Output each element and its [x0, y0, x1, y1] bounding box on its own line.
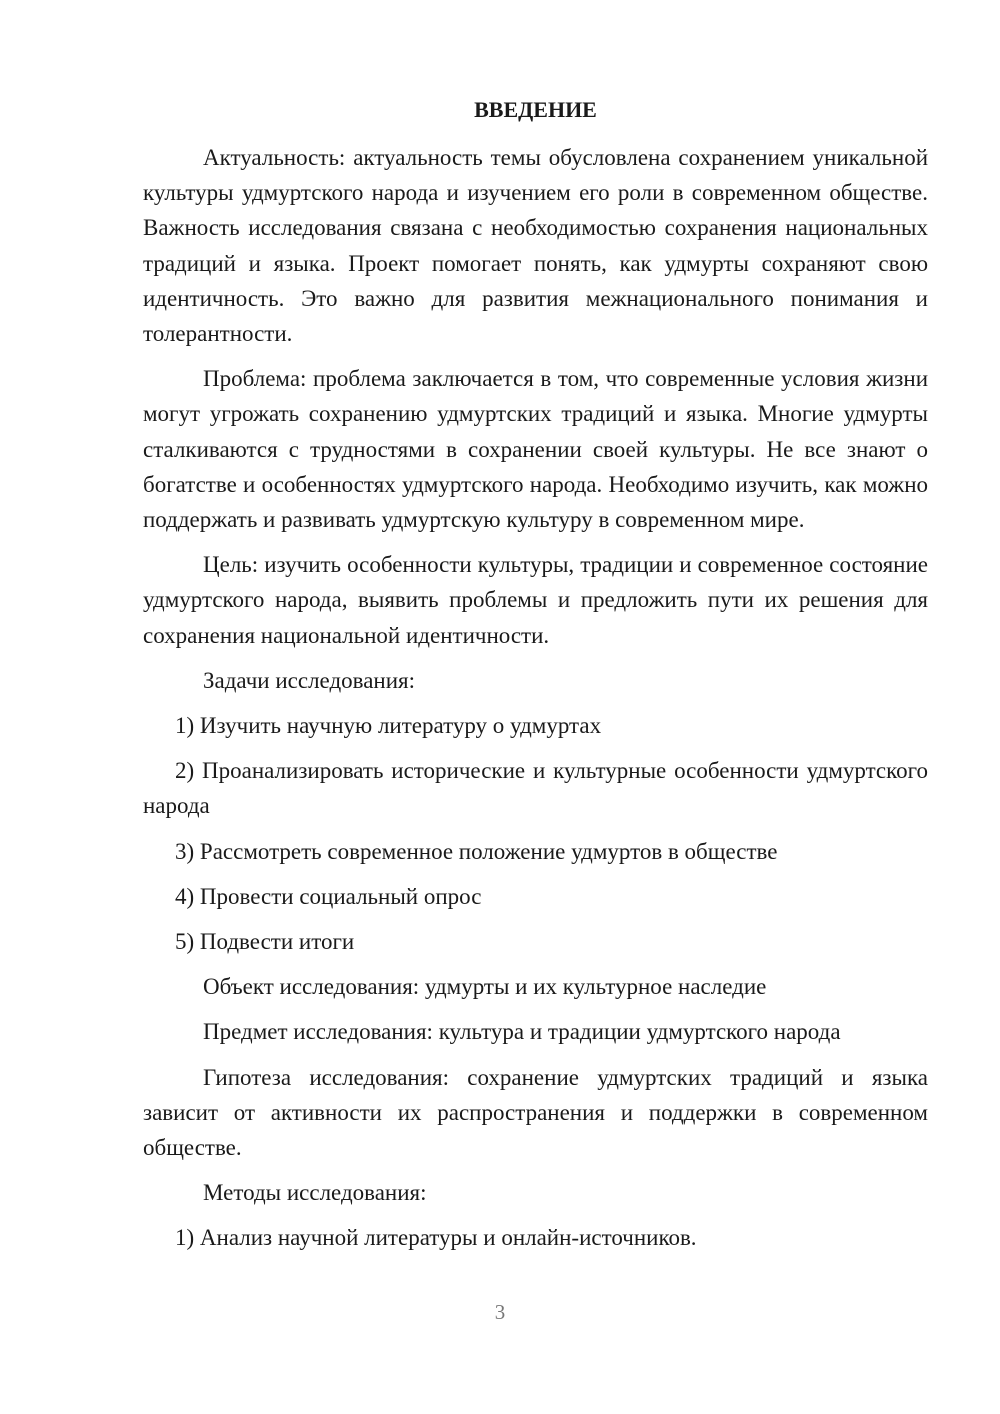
relevance-paragraph: Актуальность: актуальность темы обусловлена сохранением уникальной культуры удмуртского народа и изучением его роли в современном обществе. Важность исследования связана с необходимостью сохранения национальных традиций и языка. Проект помогает понять, как удмурты сохраняют свою идентичность. Это важно для развития межнационального понимания и толерантности. — [143, 145, 928, 347]
research-object: Объект исследования: удмурты и их культурное наследие — [203, 974, 767, 1000]
method-item-1: 1) Анализ научной литературы и онлайн-источников. — [175, 1225, 697, 1251]
hypothesis-paragraph: Гипотеза исследования: сохранение удмуртских традиций и языка зависит от активности их распространения и поддержки в современном обществе. — [143, 1064, 928, 1161]
page-content — [143, 90, 928, 1266]
task-item-2: 2) Проанализировать исторические и культурные особенности удмуртского народа — [143, 758, 928, 819]
goal-paragraph: Цель: изучить особенности культуры, традиции и современное состояние удмуртского народа, выявить проблемы и предложить пути их решения для сохранения национальной идентичности. — [143, 552, 928, 648]
task-item-3: 3) Рассмотреть современное положение удмуртов в обществе — [175, 838, 778, 864]
task-item-5: 5) Подвести итоги — [175, 929, 355, 955]
page-number: 3 — [494, 1300, 506, 1324]
tasks-label: Задачи исследования: — [203, 667, 416, 693]
task-item-1: 1) Изучить научную литературу о удмуртах — [175, 713, 602, 739]
problem-paragraph: Проблема: проблема заключается в том, что современные условия жизни могут угрожать сохранению удмуртских традиций и языка. Многие удмурты сталкиваются с трудностями в сохранении своей культуры. Не все знают о богатстве и особенностях удмуртского народа. Необходимо изучить, как можно поддержать и развивать удмуртскую культуру в современном мире. — [143, 366, 928, 533]
page-title: ВВЕДЕНИЕ — [474, 97, 597, 122]
methods-label: Методы исследования: — [203, 1180, 427, 1206]
research-subject: Предмет исследования: культура и традиции удмуртского народа — [203, 1019, 841, 1045]
task-item-4: 4) Провести социальный опрос — [175, 883, 482, 909]
